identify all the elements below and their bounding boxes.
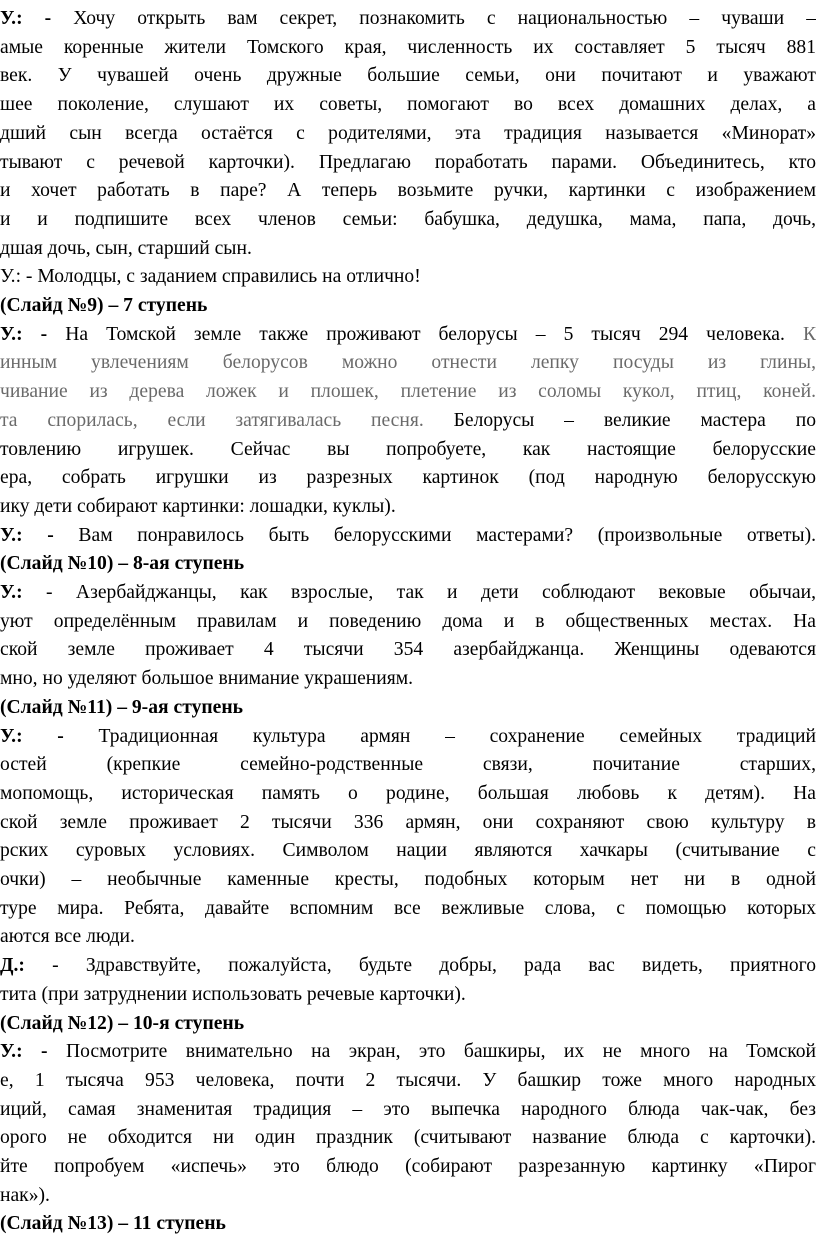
bold-text: (Слайд №9) – 7 ступень [0, 295, 208, 316]
text-line [0, 4, 816, 34]
text-run: туре мира. Ребята, давайте вспомним все вежливые слова, с помощью которых [0, 897, 816, 919]
text-line [0, 435, 816, 465]
bold-text: У.: - [0, 1041, 48, 1063]
text-line [0, 521, 816, 551]
text-run: Хочу открыть вам секрет, познакомить с национальностью – чуваши – [51, 8, 816, 29]
text-line [0, 951, 816, 981]
bold-text: У.: - [0, 323, 48, 345]
text-run: е, 1 тысяча 953 человека, почти 2 тысячи. У башкир тоже много народных [0, 1069, 816, 1091]
text-run: дшая дочь, сын, старший сын. [0, 237, 252, 259]
text-line [0, 980, 466, 1010]
text-line [0, 922, 135, 952]
text-run: На Томской земле также проживают белорусы – 5 тысяч 294 человека. [47, 323, 803, 345]
text-run: ику дети собирают картинки: лошадки, куклы). [0, 495, 396, 517]
bold-text: У.: - [0, 524, 54, 546]
text-line [0, 291, 207, 321]
text-line [0, 492, 396, 522]
text-run: - Азербайджанцы, как взрослые, так и дети соблюдают вековые обычаи, [22, 582, 816, 603]
text-line [0, 1066, 816, 1096]
text-line [0, 635, 816, 665]
text-run: иций, самая знаменитая традиция – это выпечка народного блюда чак-чак, без [0, 1098, 816, 1120]
text-line [0, 836, 816, 866]
text-run: ской земле проживает 4 тысячи 354 азербайджанца. Женщины одеваются [0, 639, 816, 661]
text-line [0, 176, 816, 206]
text-run: товлению игрушек. Сейчас вы попробуете, как настоящие белорусские [0, 438, 816, 460]
text-line [0, 693, 243, 723]
text-line [0, 262, 421, 292]
text-run: - Здравствуйте, пожалуйста, будьте добры, рада вас видеть, приятного [24, 955, 816, 977]
text-run: ской земле проживает 2 тысячи 336 армян, они сохраняют свою культуру в [0, 811, 816, 833]
bold-text: (Слайд №13) – 11 ступень [0, 1213, 226, 1235]
text-line [0, 1095, 816, 1125]
text-line [0, 90, 816, 120]
text-run: орого не обходится ни один праздник (считывают название блюда с карточки). [0, 1127, 816, 1149]
text-line [0, 1152, 816, 1182]
text-line [0, 578, 816, 608]
text-run: мно, но уделяют большое внимание украшениям. [0, 668, 414, 690]
text-line [0, 119, 816, 149]
text-run: дший сын всегда остаётся с родителями, эта традиция называется «Минорат» [0, 122, 816, 144]
text-line [0, 348, 816, 378]
text-line [0, 205, 816, 235]
text-run: Вам понравилось быть белорусскими мастерами? (произвольные ответы). [53, 524, 816, 546]
text-run: У.: - Молодцы, с заданием справились на отлично! [0, 266, 421, 288]
text-run: остей (крепкие семейно-родственные связи, почитание старших, [0, 754, 816, 776]
text-line [0, 1009, 244, 1039]
text-line [0, 808, 816, 838]
text-run: шее поколение, слушают их советы, помогают во всех домашних делах, а [0, 94, 816, 116]
text-line [0, 549, 244, 579]
grey-text: чивание из дерева ложек и плошек, плетение из соломы кукол, птиц, коней. [0, 381, 816, 403]
text-run: йте попробуем «испечь» это блюдо (собирают разрезанную картинку «Пирог [0, 1156, 816, 1177]
text-run: и хочет работать в паре? А теперь возьмите ручки, картинки с изображением [0, 180, 816, 202]
bold-text: У.: [0, 582, 23, 603]
text-line [0, 320, 816, 350]
text-line [0, 377, 816, 407]
bold-text: (Слайд №12) – 10-я ступень [0, 1012, 245, 1034]
text-line [0, 148, 816, 178]
text-line [0, 1181, 50, 1211]
text-run: ера, собрать игрушки из разрезных картинок (под народную белорусскую [0, 467, 816, 489]
text-line [0, 1123, 816, 1153]
text-run: тывают с речевой карточки). Предлагаю поработать парами. Объединитесь, кто [0, 151, 816, 173]
text-run: и и подпишите всех членов семьи: бабушка, дедушка, мама, папа, дочь, [0, 208, 816, 230]
text-line [0, 61, 816, 91]
bold-text: (Слайд №11) – 9-ая ступень [0, 696, 243, 718]
text-run: рских суровых условиях. Символом нации являются хачкары (считывание с [0, 840, 816, 862]
text-line [0, 779, 816, 809]
text-line [0, 722, 816, 752]
bold-text: (Слайд №10) – 8-ая ступень [0, 553, 245, 575]
bold-text: У.: - [0, 725, 64, 747]
text-run: век. У чувашей очень дружные большие семьи, они почитают и уважают [0, 65, 816, 87]
bold-text: Д.: [0, 955, 25, 977]
grey-text: К [802, 323, 816, 345]
text-line [0, 750, 816, 780]
text-line [0, 406, 816, 436]
grey-text: та спорилась, если затягивалась песня. [0, 409, 454, 431]
text-line [0, 607, 816, 637]
text-run: амые коренные жители Томского края, численность их составляет 5 тысяч 881 [0, 36, 816, 58]
text-line [0, 1037, 816, 1067]
text-line [0, 33, 816, 63]
text-run: нак»). [0, 1184, 50, 1206]
text-run: Посмотрите внимательно на экран, это башкиры, их не много на Томской [47, 1041, 816, 1063]
text-line [0, 234, 252, 264]
text-line [0, 865, 816, 895]
text-run: уют определённым правилам и поведению дома и в общественных местах. На [0, 610, 816, 632]
text-line [0, 894, 816, 924]
text-run: Традиционная культура армян – сохранение семейных традиций [63, 725, 816, 747]
text-run: мопомощь, историческая память о родине, большая любовь к детям). На [0, 782, 816, 804]
text-run: очки) – необычные каменные кресты, подобных которым нет ни в одной [0, 869, 816, 890]
text-run: тита (при затруднении использовать речевые карточки). [0, 983, 466, 1005]
text-line [0, 1209, 226, 1239]
bold-text: У.: - [0, 8, 52, 29]
text-run: Белорусы – великие мастера по [453, 409, 816, 431]
text-line [0, 463, 816, 493]
text-line [0, 664, 413, 694]
text-run: аются все люди. [0, 926, 135, 948]
grey-text: инным увлечениям белорусов можно отнести лепку посуды из глины, [0, 352, 816, 374]
